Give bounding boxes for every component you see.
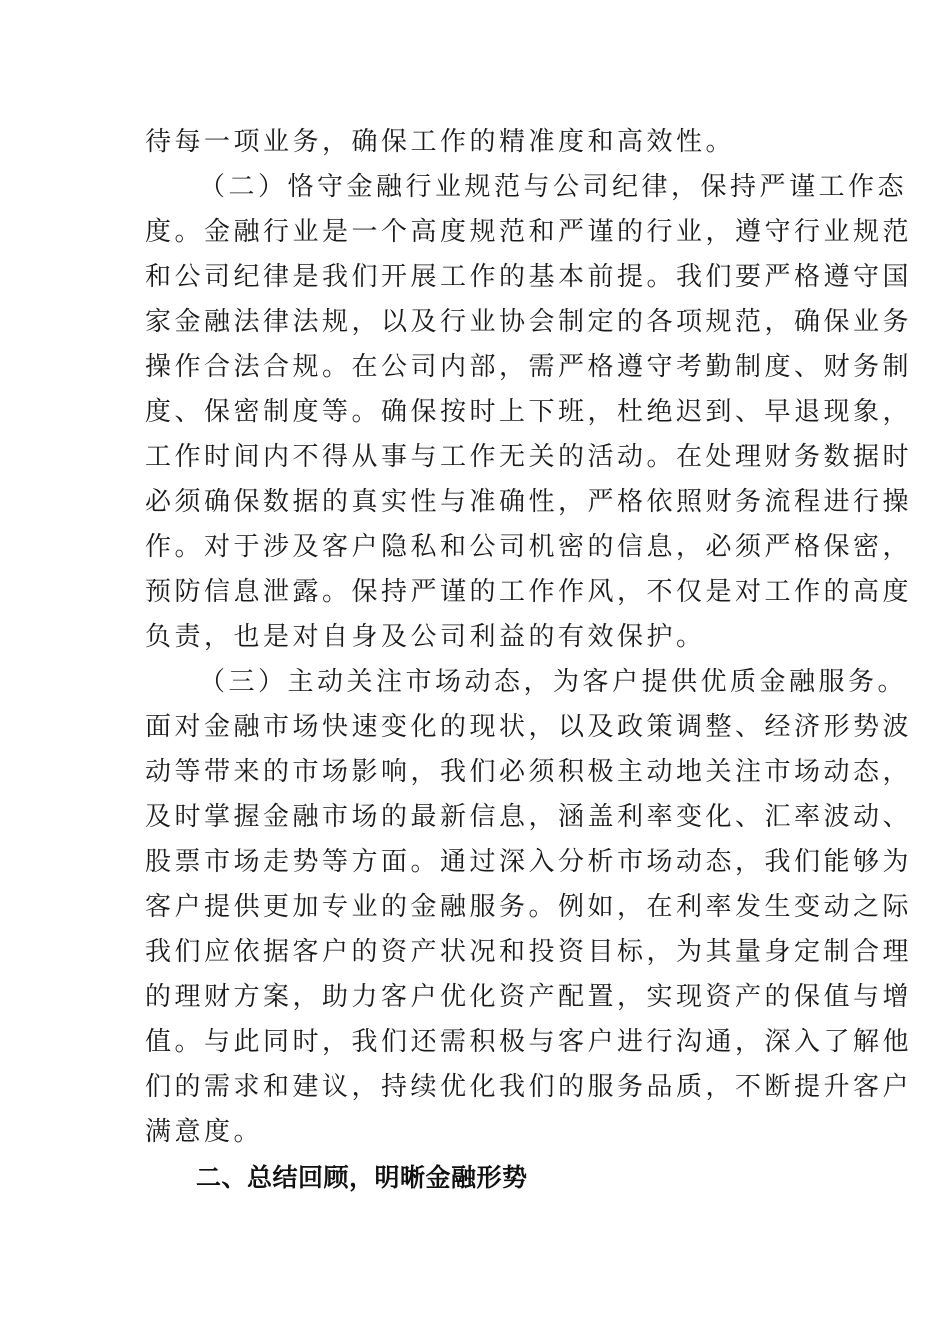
- section-subheading-line: （三）主动关注市场动态，为客户提供优质金融服务。: [199, 667, 908, 697]
- text-line: 股票市场走势等方面。通过深入分析市场动态，我们能够为: [145, 847, 913, 877]
- text-line: 值。与此同时，我们还需积极与客户进行沟通，深入了解他: [145, 1027, 913, 1057]
- text-line: 和公司纪律是我们开展工作的基本前提。我们要严格遵守国: [145, 262, 913, 292]
- text-line: 满意度。: [145, 1117, 264, 1147]
- text-line: 预防信息泄露。保持严谨的工作作风，不仅是对工作的高度: [145, 577, 913, 607]
- text-line: 度。金融行业是一个高度规范和严谨的行业，遵守行业规范: [145, 217, 913, 247]
- text-line: 动等带来的市场影响，我们必须积极主动地关注市场动态，: [145, 757, 913, 787]
- text-line: 我们应依据客户的资产状况和投资目标，为其量身定制合理: [145, 937, 913, 967]
- text-line: 待每一项业务，确保工作的精准度和高效性。: [145, 127, 736, 157]
- text-line: 面对金融市场快速变化的现状，以及政策调整、经济形势波: [145, 712, 913, 742]
- section-subheading-line: （二）恪守金融行业规范与公司纪律，保持严谨工作态: [199, 172, 908, 202]
- text-line: 操作合法合规。在公司内部，需严格遵守考勤制度、财务制: [145, 352, 913, 382]
- text-line: 工作时间内不得从事与工作无关的活动。在处理财务数据时: [145, 442, 913, 472]
- text-line: 们的需求和建议，持续优化我们的服务品质，不断提升客户: [145, 1072, 913, 1102]
- text-line: 家金融法律法规，以及行业协会制定的各项规范，确保业务: [145, 307, 913, 337]
- text-line: 必须确保数据的真实性与准确性，严格依照财务流程进行操: [145, 487, 913, 517]
- text-line: 作。对于涉及客户隐私和公司机密的信息，必须严格保密，: [145, 532, 913, 562]
- text-line: 客户提供更加专业的金融服务。例如，在利率发生变动之际: [145, 892, 913, 922]
- text-line: 负责，也是对自身及公司利益的有效保护。: [145, 622, 706, 652]
- text-line: 度、保密制度等。确保按时上下班，杜绝迟到、早退现象，: [145, 397, 913, 427]
- section-heading: 二、总结回顾，明晰金融形势: [196, 1163, 528, 1192]
- text-line: 的理财方案，助力客户优化资产配置，实现资产的保值与增: [145, 982, 913, 1012]
- text-line: 及时掌握金融市场的最新信息，涵盖利率变化、汇率波动、: [145, 802, 913, 832]
